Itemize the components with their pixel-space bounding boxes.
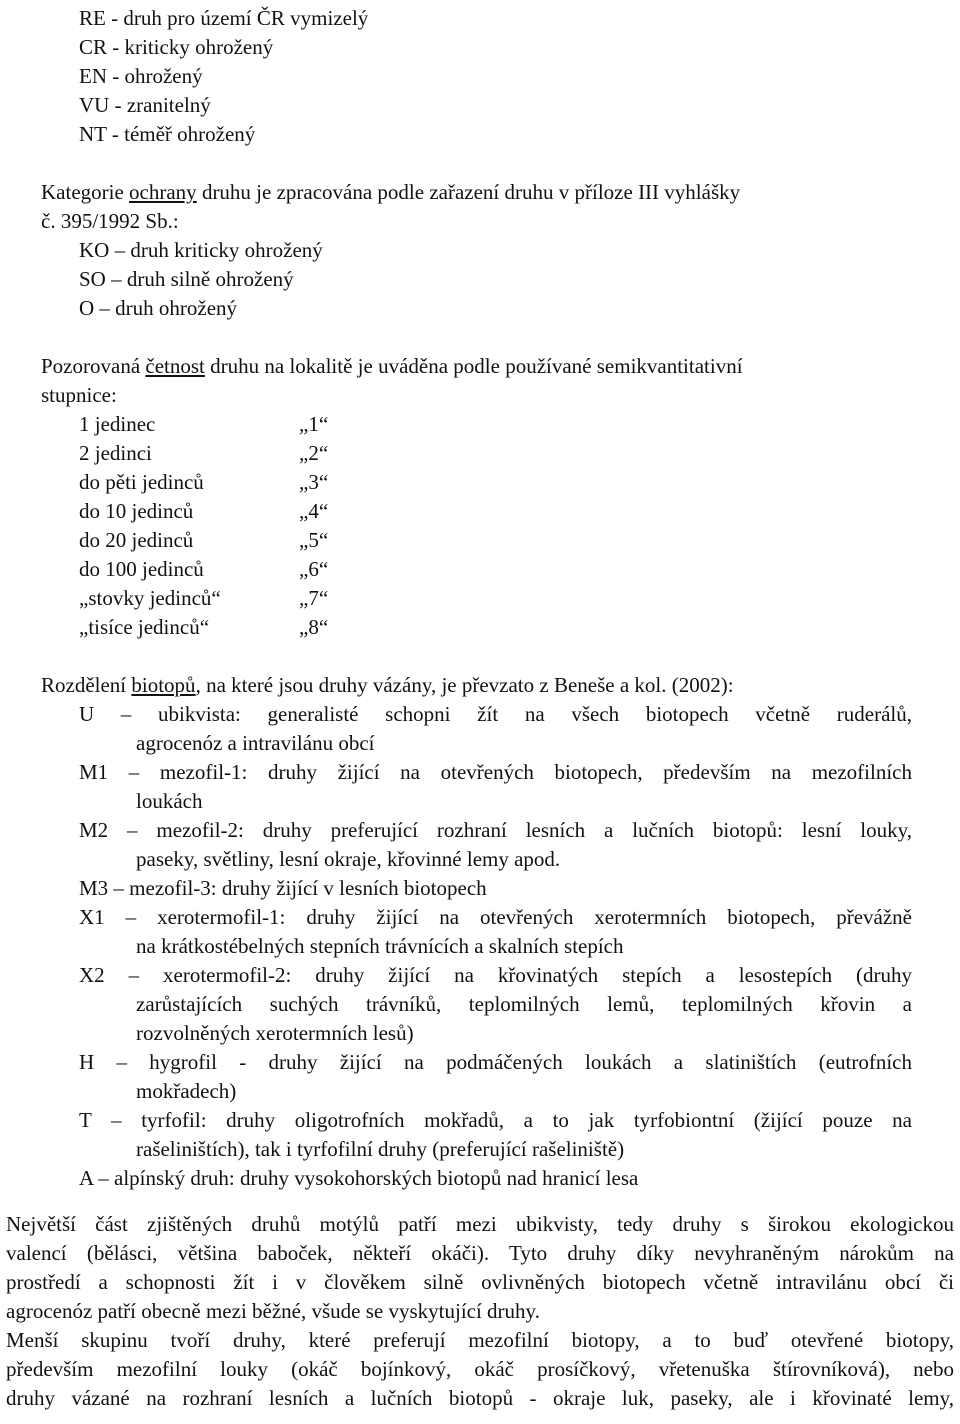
habitat-item-u: U – ubikvista: generalisté schopni žít na všech biotopech včetně ruderálů, agrocenóz a intravilánu obcí	[79, 702, 912, 755]
scale-row: 2 jedinci „2“	[79, 441, 329, 465]
frequency-section	[0, 352, 960, 642]
iucn-item: CR - kriticky ohrožený	[79, 35, 274, 59]
protection-item: KO – druh kriticky ohrožený	[79, 238, 323, 262]
iucn-list	[0, 4, 960, 149]
habitat-item-m2: M2 – mezofil-2: druhy preferující rozhraní lesních a lučních biotopů: lesní louky, paseky, světliny, lesní okraje, křovinné lemy apod.	[79, 818, 912, 871]
habitats-section	[0, 671, 960, 1193]
scale-row: do 100 jedinců „6“	[79, 557, 329, 581]
habitats-intro: Rozdělení biotopů, na které jsou druhy vázány, je převzato z Beneše a kol. (2002):	[41, 673, 734, 697]
cetnost-link: četnost	[145, 354, 205, 378]
habitat-item-h: H – hygrofil - druhy žijící na podmáčených loukách a slatiništích (eutrofních mokřadech)	[79, 1050, 912, 1103]
protection-item: O – druh ohrožený	[79, 296, 238, 320]
scale-row: do pěti jedinců „3“	[79, 470, 329, 494]
iucn-item: EN - ohrožený	[79, 64, 203, 88]
ochrany-link: ochrany	[129, 180, 197, 204]
habitat-item-a: A – alpínský druh: druhy vysokohorských biotopů nad hranicí lesa	[79, 1166, 639, 1190]
habitat-list	[0, 700, 960, 1193]
habitat-item-x2: X2 – xerotermofil-2: druhy žijící na křovinatých stepích a lesostepích (druhy zarůstajících suchých trávníků, teplomilných lemů, teplomilných křovin a rozvolněných xerotermních lesů)	[79, 963, 912, 1045]
protection-item: SO – druh silně ohrožený	[79, 267, 294, 291]
frequency-intro-line2: stupnice:	[41, 383, 117, 407]
biotopu-link: biotopů	[131, 673, 196, 697]
habitat-item-x1: X1 – xerotermofil-1: druhy žijící na otevřených xerotermních biotopech, převážně na krátkostébelných stepních trávnících a skalních stepích	[79, 905, 912, 958]
scale-row: „tisíce jedinců“ „8“	[79, 615, 329, 639]
scale-row: 1 jedinec „1“	[79, 412, 329, 436]
scale-row: do 10 jedinců „4“	[79, 499, 329, 523]
paragraph-ubikvists: Největší část zjištěných druhů motýlů patří mezi ubikvisty, tedy druhy s širokou ekologickou valencí (bělásci, většina baboček, někteří okáči). Tyto druhy díky nevyhraněným nárokům na prostředí a schopnosti žít i v člověkem silně ovlivněných biotopech včetně intravilánu obcí či agrocenóz patří obecně mezi běžné, všude se vyskytující druhy.	[6, 1212, 954, 1323]
scale-row: „stovky jedinců“ „7“	[79, 586, 329, 610]
protection-intro: Kategorie ochrany druhu je zpracována podle zařazení druhu v příloze III vyhlášky	[41, 180, 741, 204]
paragraph-mezofils: Menší skupinu tvoří druhy, které preferují mezofilní biotopy, a to buď otevřené biotopy, především mezofilní louky (okáč bojínkový, okáč prosíčkový, vřetenuška štírovníková), nebo druhy vázané na rozhraní lesních a lučních biotopů - okraje luk, paseky, ale i křovinaté lemy,	[6, 1328, 954, 1410]
habitat-item-m1: M1 – mezofil-1: druhy žijící na otevřených biotopech, především na mezofilních loukách	[79, 760, 912, 813]
iucn-item: VU - zranitelný	[79, 93, 211, 117]
iucn-item: NT - téměř ohrožený	[79, 122, 256, 146]
habitat-item-t: T – tyrfofil: druhy oligotrofních mokřadů, a to jak tyrfobiontní (žijící pouze na rašeliništích), tak i tyrfofilní druhy (preferující rašeliniště)	[79, 1108, 912, 1161]
document-page	[0, 4, 960, 1413]
protection-section	[0, 178, 960, 323]
frequency-intro: Pozorovaná četnost druhu na lokalitě je uváděna podle používané semikvantitativní	[41, 354, 743, 378]
protection-intro-line2: č. 395/1992 Sb.:	[41, 209, 179, 233]
scale-row: do 20 jedinců „5“	[79, 528, 329, 552]
habitat-item-m3: M3 – mezofil-3: druhy žijící v lesních biotopech	[79, 876, 487, 900]
iucn-item: RE - druh pro území ČR vymizelý	[79, 6, 369, 30]
